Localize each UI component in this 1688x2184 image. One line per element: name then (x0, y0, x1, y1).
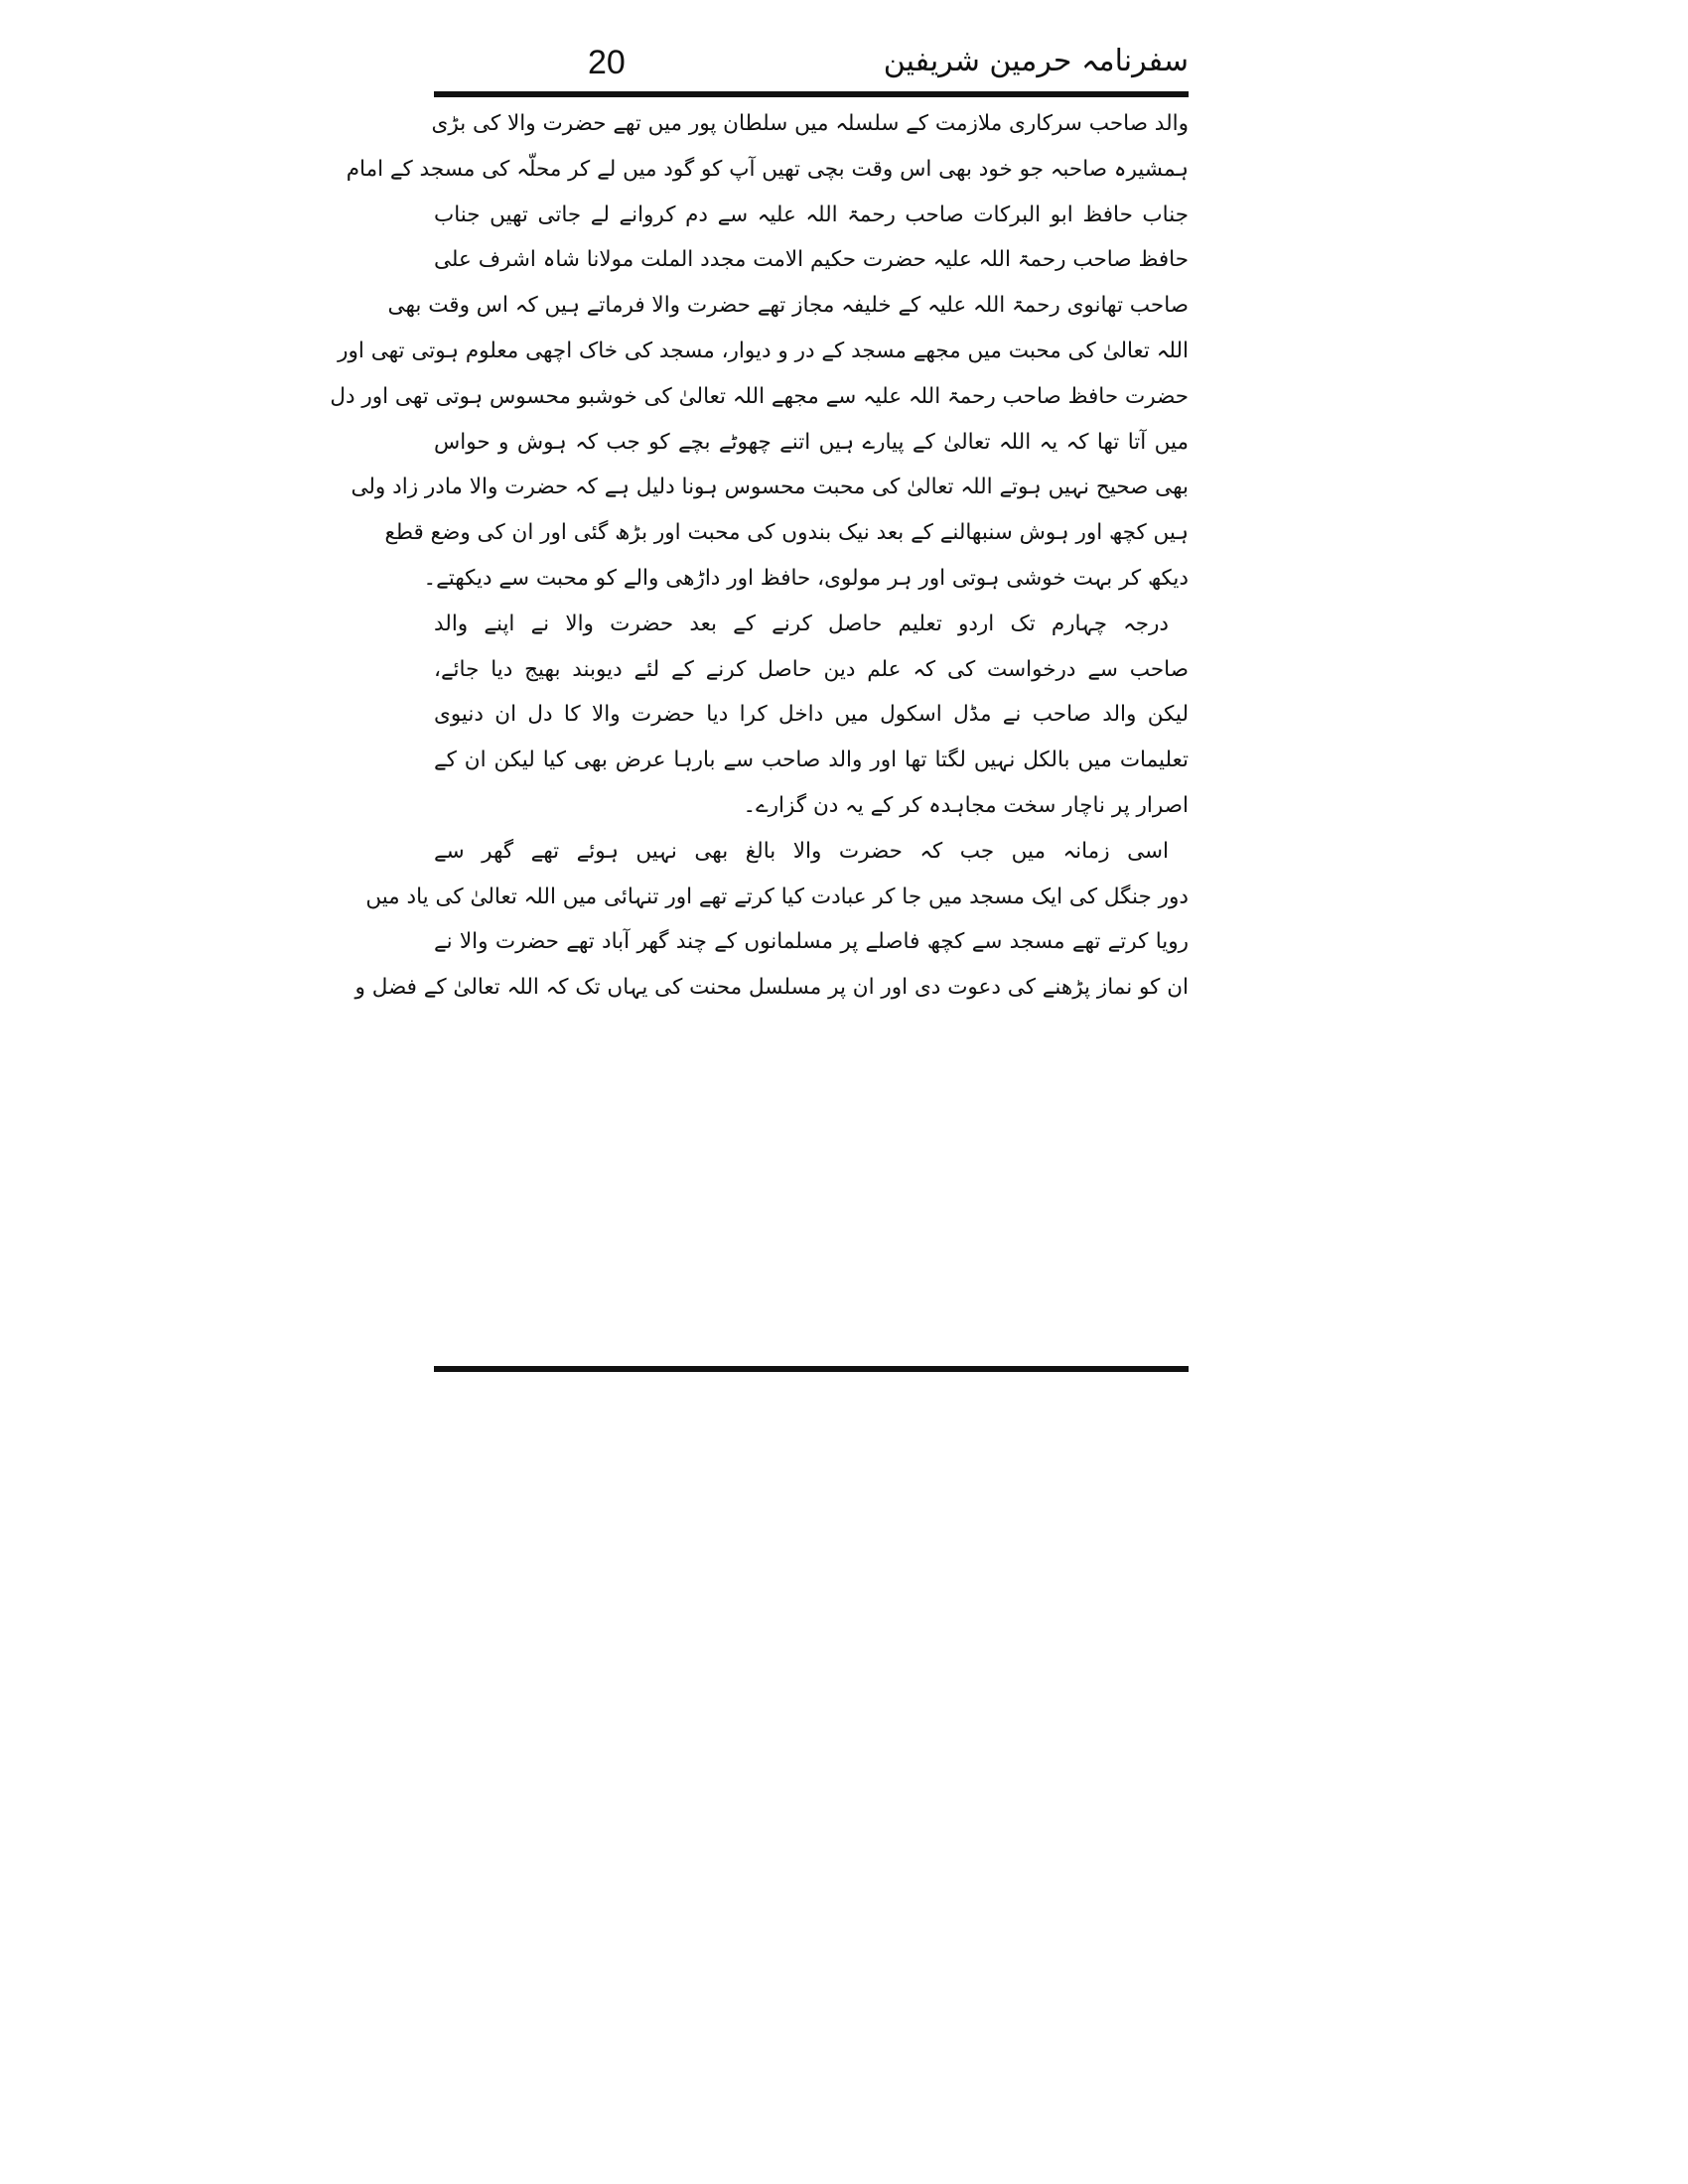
page-header (434, 40, 1189, 91)
text-line: میں آتا تھا کہ یہ اللہ تعالیٰ کے پیارے ہیں اتنے چھوٹے بچے کو جب کہ ہوش و حواس (434, 429, 1189, 455)
text-line: حافظ صاحب رحمۃ اللہ علیہ حضرت حکیم الامت مجدد الملت مولانا شاہ اشرف علی (434, 247, 1189, 273)
paragraph-3 (354, 829, 1189, 1011)
footer-rule (434, 1366, 1189, 1372)
text-line: تعلیمات میں بالکل نہیں لگتا تھا اور والد صاحب سے بارہا عرض بھی کیا لیکن ان کے (434, 748, 1189, 773)
text-line: رویا کرتے تھے مسجد سے کچھ فاصلے پر مسلمانوں کے چند گھر آباد تھے حضرت والا نے (434, 929, 1189, 955)
running-title: سفرنامہ حرمین شریفین (883, 44, 1189, 78)
text-line: دیکھ کر بہت خوشی ہوتی اور ہر مولوی، حافظ اور داڑھی والے کو محبت سے دیکھتے۔ (423, 565, 1189, 591)
text-line: درجہ چہارم تک اردو تعلیم حاصل کرنے کے بعد حضرت والا نے اپنے والد (434, 611, 1169, 636)
text-line: اللہ تعالیٰ کی محبت میں مجھے مسجد کے در و دیوار، مسجد کی خاک اچھی معلوم ہوتی تھی اور (338, 338, 1189, 363)
text-line: ان کو نماز پڑھنے کی دعوت دی اور ان پر مسلسل محنت کی یہاں تک کہ اللہ تعالیٰ کے فضل و (354, 975, 1189, 1001)
text-line: دور جنگل کی ایک مسجد میں جا کر عبادت کیا کرتے تھے اور تنہائی میں اللہ تعالیٰ کی یاد میں (365, 884, 1189, 909)
text-line: صاحب تھانوی رحمۃ اللہ علیہ کے خلیفہ مجاز تھے حضرت والا فرماتے ہیں کہ اس وقت بھی (387, 293, 1189, 319)
book-page (330, 40, 1189, 1400)
paragraph-2 (434, 602, 1189, 829)
text-line: حضرت حافظ صاحب رحمۃ اللہ علیہ سے مجھے اللہ تعالیٰ کی خوشبو محسوس ہوتی تھی اور دل (330, 383, 1189, 409)
text-line: ہیں کچھ اور ہوش سنبھالنے کے بعد نیک بندوں کی محبت اور بڑھ گئی اور ان کی وضع قطع (384, 520, 1189, 546)
header-rule (434, 91, 1189, 97)
text-line: صاحب سے درخواست کی کہ علم دین حاصل کرنے کے لئے دیوبند بھیج دیا جائے، (434, 656, 1189, 682)
body-text (330, 101, 1189, 1011)
text-line: بھی صحیح نہیں ہوتے اللہ تعالیٰ کی محبت محسوس ہونا دلیل ہے کہ حضرت والا مادر زاد ولی (351, 475, 1189, 500)
text-line: ہمشیرہ صاحبہ جو خود بھی اس وقت بچی تھیں آپ کو گود میں لے کر محلّہ کی مسجد کے امام (346, 156, 1189, 182)
text-line: والد صاحب سرکاری ملازمت کے سلسلہ میں سلطان پور میں تھے حضرت والا کی بڑی (431, 111, 1189, 136)
page-number: 20 (588, 44, 626, 81)
text-line: اسی زمانہ میں جب کہ حضرت والا بالغ بھی نہیں ہوئے تھے گھر سے (434, 838, 1169, 864)
paragraph-1 (330, 101, 1189, 602)
text-line: لیکن والد صاحب نے مڈل اسکول میں داخل کرا دیا حضرت والا کا دل ان دنیوی (434, 702, 1189, 728)
text-line: جناب حافظ ابو البرکات صاحب رحمۃ اللہ علیہ سے دم کروانے لے جاتی تھیں جناب (434, 202, 1189, 227)
text-line: اصرار پر ناچار سخت مجاہدہ کر کے یہ دن گزارے۔ (743, 792, 1189, 818)
